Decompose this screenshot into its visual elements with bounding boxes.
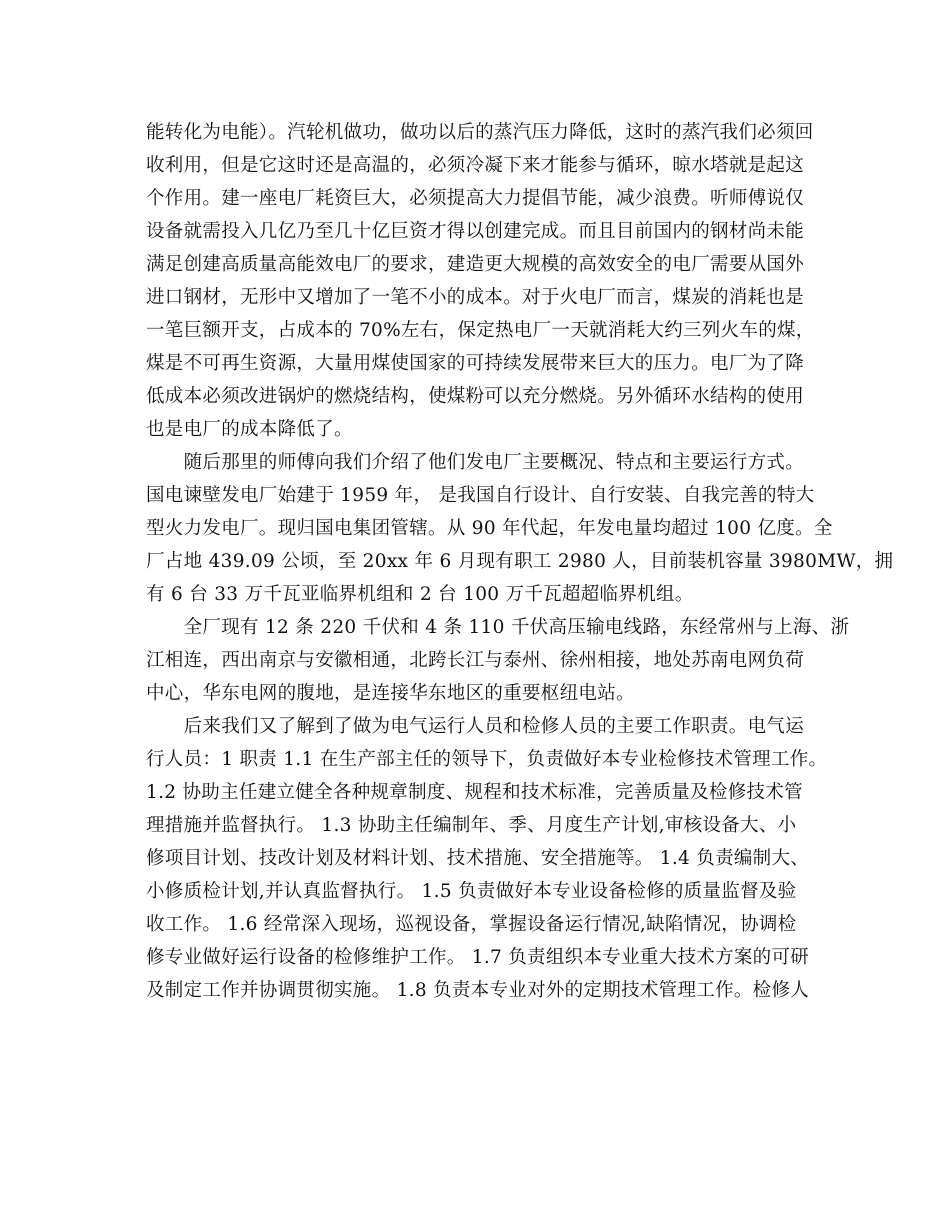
text-line: 低成本必须改进锅炉的燃烧结构，使煤粉可以充分燃烧。另外循环水结构的使用: [146, 386, 805, 407]
text-line: 也是电厂的成本降低了。: [146, 419, 353, 440]
text-line: 个作用。建一座电厂耗资巨大，必须提高大力提倡节能，减少浪费。听师傅说仅: [146, 188, 805, 209]
text-line: 型火力发电厂。现归国电集团管辖。从 90 年代起，年发电量均超过 100 亿度。全: [146, 518, 833, 539]
text-line: 1.2 协助主任建立健全各种规章制度、规程和技术标准，完善质量及检修技术管: [146, 782, 803, 803]
text-line: 设备就需投入几亿乃至几十亿巨资才得以创建完成。而且目前国内的钢材尚未能: [146, 221, 805, 242]
text-line: 厂占地 439.09 公顷，至 20xx 年 6 月现有职工 2980 人，目前装机容量 3980MW，拥: [146, 551, 894, 572]
text-line: 中心，华东电网的腹地，是连接华东地区的重要枢纽电站。: [146, 683, 635, 704]
text-line: 有 6 台 33 万千瓦亚临界机组和 2 台 100 万千瓦超超临界机组。: [146, 584, 694, 605]
text-line: 煤是不可再生资源，大量用煤使国家的可持续发展带来巨大的压力。电厂为了降: [146, 353, 805, 374]
text-line: 收利用，但是它这时还是高温的，必须冷凝下来才能参与循环，晾水塔就是起这: [146, 155, 805, 176]
text-line: 江相连，西出南京与安徽相通，北跨长江与泰州、徐州相接，地处苏南电网负荷: [146, 650, 805, 671]
text-line: 收工作。 1.6 经常深入现场，巡视设备，掌握设备运行情况,缺陷情况，协调检: [146, 914, 797, 935]
text-line: 能转化为电能）。汽轮机做功，做功以后的蒸汽压力降低，这时的蒸汽我们必须回: [146, 122, 814, 143]
text-line: 满足创建高质量高能效电厂的要求，建造更大规模的高效安全的电厂需要从国外: [146, 254, 805, 275]
paragraph-start-line: 后来我们又了解到了做为电气运行人员和检修人员的主要工作职责。电气运: [146, 716, 805, 737]
text-line: 修项目计划、技改计划及材料计划、技术措施、安全措施等。 1.4 负责编制大、: [146, 848, 810, 869]
paragraph-start-line: 全厂现有 12 条 220 千伏和 4 条 110 千伏高压输电线路，东经常州与上海、浙: [146, 617, 850, 638]
text-line: 一笔巨额开支，占成本的 70%左右，保定热电厂一天就消耗大约三列火车的煤，: [146, 320, 815, 341]
text-line: 小修质检计划,并认真监督执行。 1.5 负责做好本专业设备检修的质量监督及验: [146, 881, 797, 902]
text-line: 行人员：1 职责 1.1 在生产部主任的领导下，负责做好本专业检修技术管理工作。: [146, 749, 828, 770]
text-line: 及制定工作并协调贯彻实施。 1.8 负责本专业对外的定期技术管理工作。检修人: [146, 980, 810, 1001]
paragraph-start-line: 随后那里的师傅向我们介绍了他们发电厂主要概况、特点和主要运行方式。: [146, 452, 805, 473]
text-line: 理措施并监督执行。 1.3 协助主任编制年、季、月度生产计划,审核设备大、小: [146, 815, 797, 836]
body-text: [146, 116, 894, 1007]
text-line: 国电谏壁发电厂始建于 1959 年， 是我国自行设计、自行安装、自我完善的特大: [146, 485, 815, 506]
text-line: 进口钢材，无形中又增加了一笔不小的成本。对于火电厂而言，煤炭的消耗也是: [146, 287, 805, 308]
text-line: 修专业做好运行设备的检修维护工作。 1.7 负责组织本专业重大技术方案的可研: [146, 947, 810, 968]
